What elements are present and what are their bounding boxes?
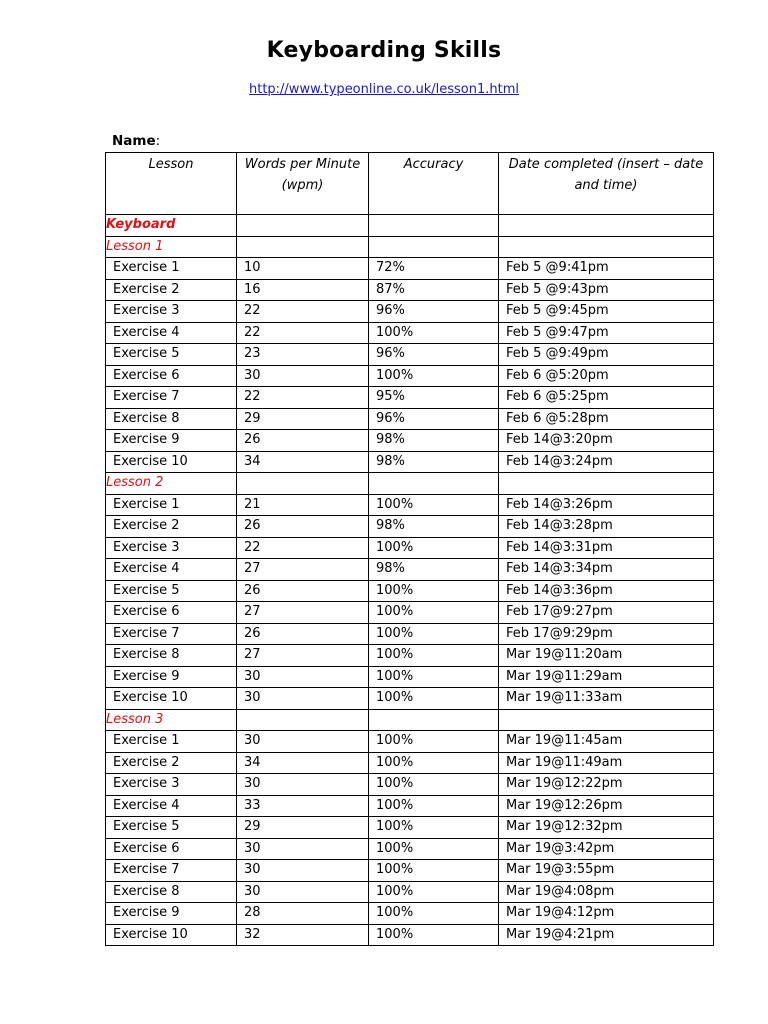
wpm-cell: 34 — [237, 451, 369, 473]
exercise-cell: Exercise 7 — [106, 387, 237, 409]
exercise-cell: Exercise 4 — [106, 322, 237, 344]
accuracy-cell: 100% — [369, 494, 499, 516]
empty-cell — [499, 215, 714, 237]
wpm-cell: 22 — [237, 322, 369, 344]
section-label: Lesson 1 — [106, 236, 237, 258]
accuracy-cell: 98% — [369, 559, 499, 581]
date-cell: Feb 6 @5:20pm — [499, 365, 714, 387]
accuracy-cell: 87% — [369, 279, 499, 301]
exercise-cell: Exercise 8 — [106, 881, 237, 903]
exercise-cell: Exercise 1 — [106, 731, 237, 753]
wpm-cell: 26 — [237, 623, 369, 645]
page-title: Keyboarding Skills — [266, 38, 502, 63]
date-cell: Mar 19@12:32pm — [499, 817, 714, 839]
table-row — [106, 559, 714, 581]
table-row — [106, 752, 714, 774]
exercise-cell: Exercise 8 — [106, 645, 237, 667]
exercise-cell: Exercise 9 — [106, 430, 237, 452]
date-cell: Mar 19@4:21pm — [499, 924, 714, 946]
table-row — [106, 322, 714, 344]
accuracy-cell: 100% — [369, 537, 499, 559]
accuracy-cell: 100% — [369, 731, 499, 753]
date-cell: Feb 5 @9:43pm — [499, 279, 714, 301]
accuracy-cell: 100% — [369, 881, 499, 903]
table-header-row — [106, 153, 714, 215]
wpm-cell: 27 — [237, 559, 369, 581]
date-cell: Mar 19@11:49am — [499, 752, 714, 774]
date-cell: Mar 19@4:08pm — [499, 881, 714, 903]
table-row — [106, 387, 714, 409]
date-cell: Feb 14@3:36pm — [499, 580, 714, 602]
date-cell: Feb 5 @9:45pm — [499, 301, 714, 323]
date-cell: Mar 19@3:55pm — [499, 860, 714, 882]
empty-cell — [499, 709, 714, 731]
wpm-cell: 23 — [237, 344, 369, 366]
table-row — [106, 494, 714, 516]
table-row — [106, 838, 714, 860]
date-cell: Feb 5 @9:41pm — [499, 258, 714, 280]
table-row — [106, 645, 714, 667]
header-wpm: Words per Minute (wpm) — [237, 153, 369, 215]
wpm-cell: 26 — [237, 580, 369, 602]
table-row — [106, 258, 714, 280]
table-row — [106, 731, 714, 753]
wpm-cell: 30 — [237, 838, 369, 860]
date-cell: Feb 14@3:20pm — [499, 430, 714, 452]
name-label — [112, 133, 160, 149]
accuracy-cell: 100% — [369, 795, 499, 817]
date-cell: Mar 19@12:22pm — [499, 774, 714, 796]
accuracy-cell: 100% — [369, 924, 499, 946]
date-cell: Feb 14@3:28pm — [499, 516, 714, 538]
table-row — [106, 666, 714, 688]
accuracy-cell: 100% — [369, 817, 499, 839]
exercise-cell: Exercise 7 — [106, 623, 237, 645]
empty-cell — [369, 236, 499, 258]
wpm-cell: 28 — [237, 903, 369, 925]
exercise-cell: Exercise 1 — [106, 494, 237, 516]
date-cell: Feb 6 @5:25pm — [499, 387, 714, 409]
exercise-cell: Exercise 3 — [106, 774, 237, 796]
wpm-cell: 32 — [237, 924, 369, 946]
exercise-cell: Exercise 10 — [106, 451, 237, 473]
table-body — [106, 215, 714, 946]
accuracy-cell: 96% — [369, 301, 499, 323]
exercise-cell: Exercise 3 — [106, 301, 237, 323]
section-row — [106, 236, 714, 258]
accuracy-cell: 96% — [369, 344, 499, 366]
exercise-cell: Exercise 4 — [106, 795, 237, 817]
wpm-cell: 30 — [237, 731, 369, 753]
wpm-cell: 26 — [237, 516, 369, 538]
date-cell: Feb 14@3:34pm — [499, 559, 714, 581]
exercise-cell: Exercise 5 — [106, 580, 237, 602]
accuracy-cell: 100% — [369, 688, 499, 710]
wpm-cell: 27 — [237, 602, 369, 624]
wpm-cell: 27 — [237, 645, 369, 667]
exercise-cell: Exercise 9 — [106, 666, 237, 688]
accuracy-cell: 100% — [369, 903, 499, 925]
exercise-cell: Exercise 2 — [106, 279, 237, 301]
empty-cell — [369, 215, 499, 237]
table-row — [106, 602, 714, 624]
accuracy-cell: 100% — [369, 774, 499, 796]
accuracy-cell: 95% — [369, 387, 499, 409]
table-row — [106, 924, 714, 946]
accuracy-cell: 100% — [369, 322, 499, 344]
date-cell: Feb 17@9:29pm — [499, 623, 714, 645]
empty-cell — [369, 473, 499, 495]
wpm-cell: 34 — [237, 752, 369, 774]
accuracy-cell: 98% — [369, 516, 499, 538]
exercise-cell: Exercise 10 — [106, 688, 237, 710]
date-cell: Feb 14@3:24pm — [499, 451, 714, 473]
lesson-link-wrap — [0, 82, 768, 97]
section-row — [106, 215, 714, 237]
empty-cell — [237, 236, 369, 258]
table-row — [106, 903, 714, 925]
table-row — [106, 516, 714, 538]
exercise-cell: Exercise 7 — [106, 860, 237, 882]
exercise-cell: Exercise 5 — [106, 344, 237, 366]
exercise-cell: Exercise 4 — [106, 559, 237, 581]
table-row — [106, 817, 714, 839]
table-row — [106, 688, 714, 710]
table-row — [106, 580, 714, 602]
date-cell: Mar 19@11:29am — [499, 666, 714, 688]
wpm-cell: 29 — [237, 408, 369, 430]
table-row — [106, 279, 714, 301]
table-row — [106, 623, 714, 645]
accuracy-cell: 100% — [369, 645, 499, 667]
exercise-cell: Exercise 1 — [106, 258, 237, 280]
wpm-cell: 33 — [237, 795, 369, 817]
wpm-cell: 10 — [237, 258, 369, 280]
wpm-cell: 30 — [237, 881, 369, 903]
wpm-cell: 21 — [237, 494, 369, 516]
section-row — [106, 709, 714, 731]
header-lesson: Lesson — [106, 153, 237, 215]
section-label: Lesson 3 — [106, 709, 237, 731]
date-cell: Mar 19@11:45am — [499, 731, 714, 753]
exercise-cell: Exercise 2 — [106, 752, 237, 774]
accuracy-cell: 100% — [369, 602, 499, 624]
table-row — [106, 860, 714, 882]
lesson-link[interactable]: http://www.typeonline.co.uk/lesson1.html — [248, 82, 519, 97]
section-label: Keyboard — [106, 215, 237, 237]
date-cell: Mar 19@4:12pm — [499, 903, 714, 925]
table-row — [106, 408, 714, 430]
exercise-cell: Exercise 6 — [106, 602, 237, 624]
accuracy-cell: 96% — [369, 408, 499, 430]
accuracy-cell: 100% — [369, 860, 499, 882]
empty-cell — [499, 236, 714, 258]
wpm-cell: 30 — [237, 860, 369, 882]
accuracy-cell: 100% — [369, 838, 499, 860]
date-cell: Feb 17@9:27pm — [499, 602, 714, 624]
wpm-cell: 22 — [237, 301, 369, 323]
wpm-cell: 16 — [237, 279, 369, 301]
empty-cell — [237, 709, 369, 731]
accuracy-cell: 100% — [369, 580, 499, 602]
table-row — [106, 774, 714, 796]
empty-cell — [237, 215, 369, 237]
date-cell: Feb 6 @5:28pm — [499, 408, 714, 430]
accuracy-cell: 100% — [369, 752, 499, 774]
accuracy-cell: 98% — [369, 430, 499, 452]
date-cell: Feb 14@3:31pm — [499, 537, 714, 559]
table-row — [106, 301, 714, 323]
date-cell: Mar 19@3:42pm — [499, 838, 714, 860]
exercise-cell: Exercise 6 — [106, 838, 237, 860]
wpm-cell: 29 — [237, 817, 369, 839]
date-cell: Feb 5 @9:47pm — [499, 322, 714, 344]
exercise-cell: Exercise 9 — [106, 903, 237, 925]
wpm-cell: 30 — [237, 688, 369, 710]
empty-cell — [237, 473, 369, 495]
header-date-completed: Date completed (insert – date and time) — [499, 153, 714, 215]
accuracy-cell: 100% — [369, 365, 499, 387]
exercise-cell: Exercise 3 — [106, 537, 237, 559]
wpm-cell: 22 — [237, 387, 369, 409]
table-row — [106, 881, 714, 903]
accuracy-cell: 100% — [369, 666, 499, 688]
progress-table — [105, 152, 714, 946]
wpm-cell: 30 — [237, 774, 369, 796]
date-cell: Mar 19@11:20am — [499, 645, 714, 667]
exercise-cell: Exercise 8 — [106, 408, 237, 430]
accuracy-cell: 98% — [369, 451, 499, 473]
table-row — [106, 344, 714, 366]
empty-cell — [369, 709, 499, 731]
table-row — [106, 451, 714, 473]
wpm-cell: 26 — [237, 430, 369, 452]
section-label: Lesson 2 — [106, 473, 237, 495]
table-row — [106, 430, 714, 452]
wpm-cell: 30 — [237, 365, 369, 387]
wpm-cell: 22 — [237, 537, 369, 559]
accuracy-cell: 100% — [369, 623, 499, 645]
table-row — [106, 795, 714, 817]
section-row — [106, 473, 714, 495]
exercise-cell: Exercise 6 — [106, 365, 237, 387]
wpm-cell: 30 — [237, 666, 369, 688]
date-cell: Mar 19@12:26pm — [499, 795, 714, 817]
date-cell: Mar 19@11:33am — [499, 688, 714, 710]
name-label-text: Name — [112, 133, 156, 149]
table-row — [106, 365, 714, 387]
header-accuracy: Accuracy — [369, 153, 499, 215]
date-cell: Feb 5 @9:49pm — [499, 344, 714, 366]
name-label-colon: : — [155, 133, 161, 149]
table-row — [106, 537, 714, 559]
exercise-cell: Exercise 2 — [106, 516, 237, 538]
accuracy-cell: 72% — [369, 258, 499, 280]
empty-cell — [499, 473, 714, 495]
date-cell: Feb 14@3:26pm — [499, 494, 714, 516]
exercise-cell: Exercise 10 — [106, 924, 237, 946]
exercise-cell: Exercise 5 — [106, 817, 237, 839]
